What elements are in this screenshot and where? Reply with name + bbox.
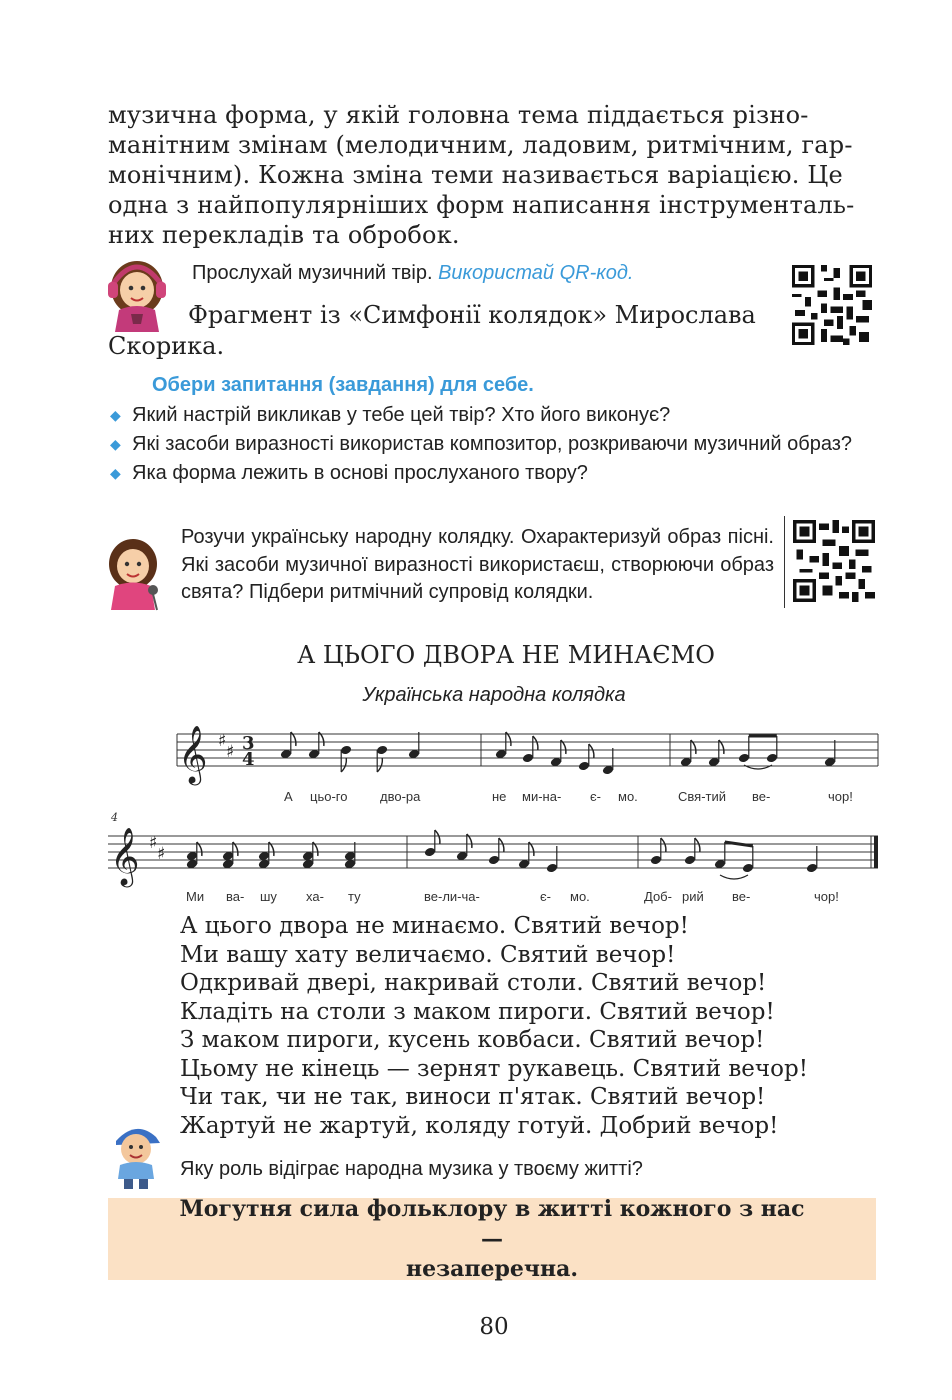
note-head [714,842,726,869]
syllable: А [284,789,293,804]
syllable: ту [348,889,361,904]
syllable: ха- [306,889,324,904]
syllables-row-2 [186,889,839,904]
lyric-line: Ми вашу хату величаємо. Святий вечор! [180,941,676,968]
intro-line: манітним змінам (мелодичним, ладовим, ритмічним, гар- [108,131,853,159]
syllables-row-1 [284,789,853,804]
question-text: Які засоби виразності використав композитор, розкриваючи музичний образ? [132,433,853,455]
syllable: ва- [226,889,245,904]
syllable: ве- [732,889,751,904]
song-subtitle: Українська народна колядка [362,684,626,706]
banner-line: незаперечна. [406,1256,578,1282]
note-head [550,740,566,767]
lyric-line: Одкривай двері, накривай столи. Святий вечор! [180,970,767,996]
questions-title: Обери запитання (завдання) для себе. [152,374,534,396]
syllable: мо. [618,789,638,804]
learn-instruction: Розучи українську народну колядку. Охарактеризуй образ пісні. Які засоби музичної виразності використаєш, створюючи образ свята? Підбери ритмічний супровід колядки. [181,526,774,603]
intro-line: музична форма, у якій головна тема піддається різно- [108,101,809,129]
note-head [280,732,296,759]
syllable: чор! [814,889,839,904]
page-number: 80 [479,1314,509,1340]
diamond-bullet-icon: ◆ [110,465,121,481]
syllable: Ми [186,889,205,904]
list-item [108,402,878,429]
sharp-icon: ♯ [157,844,166,864]
syllable: рий [682,889,704,904]
syllable: шу [260,889,277,904]
qr-code-icon[interactable] [792,265,872,345]
question-text: Яка форма лежить в основі прослуханого твору? [132,462,588,484]
lyric-line: Жартуй не жартуй, коляду готуй. Добрий вечор! [180,1112,779,1139]
diamond-bullet-icon: ◆ [110,407,121,423]
beam [725,842,753,846]
note-head [602,748,614,775]
intro-line: монічним). Кожна зміна теми називається варіацією. Це [108,161,843,189]
sharp-icon: ♯ [149,833,158,853]
intro-line: них перекладів та обробок. [108,221,460,249]
listening-fragment: Фрагмент із «Симфонії колядок» Мирослава Скорика. [108,301,756,360]
note-head [518,842,534,869]
lyric-line: Кладіть на столи з маком пироги. Святий вечор! [180,998,775,1025]
treble-clef-icon: 𝄞 [110,827,140,885]
notes-row-2 [186,830,818,879]
intro-line: одна з найпопулярніших форм написання інструменталь- [108,191,855,219]
time-signature-bottom: 4 [242,749,255,770]
qr-code-icon[interactable] [793,520,875,602]
intro-paragraph [108,100,878,250]
syllable: мо. [570,889,590,904]
banner-line: Могутня сила фольклору в житті кожного з нас — [179,1196,805,1252]
lyric-line: З маком пироги, кусень ковбаси. Святий вечор! [180,1027,765,1053]
lyrics-block [180,912,808,1140]
lyric-line: А цього двора не минаємо. Святий вечор! [180,913,689,939]
notes-row-1 [280,732,836,775]
lyric-line: Цьому не кінець — зернят рукавець. Святий вечор! [180,1055,808,1082]
banner-text [172,1194,812,1284]
boy-cap-illustration [108,1117,164,1191]
girl-microphone-illustration [103,534,165,614]
syllable: чор! [828,789,853,804]
syllable: ве-ли-ча- [424,889,480,904]
syllable: дво-ра [380,789,421,804]
music-score [100,705,890,905]
syllable: ми-на- [522,789,562,804]
divider [784,516,785,608]
conclusion-banner [108,1198,876,1280]
note-head [708,740,724,767]
sharp-icon: ♯ [218,731,227,751]
question-text: Який настрій викликав у тебе цей твір? Хто його виконує? [132,404,671,426]
note-head [408,732,420,759]
treble-clef-icon: 𝄞 [178,725,208,783]
note-head [308,732,324,759]
syllable: ве- [752,789,771,804]
syllable: є- [540,889,551,904]
syllable: не [492,789,507,804]
sharp-icon: ♯ [226,742,235,762]
final-question: Яку роль відіграє народна музика у твоєму житті? [180,1158,643,1180]
note-head [680,740,696,767]
time-signature-top: 3 [242,733,255,754]
diamond-bullet-icon: ◆ [110,436,121,452]
measure-number: 4 [111,811,118,824]
lyric-line: Чи так, чи не так, виноси п'ятак. Святий вечор! [180,1084,766,1110]
listen-instruction-text: Прослухай музичний твір. [192,262,433,284]
note-head [495,732,511,759]
note-head [824,740,836,767]
qr-hint: Використай QR-код. [438,262,634,284]
slur [720,875,748,879]
listen-instruction [192,262,633,285]
syllable: Свя-тий [678,789,726,804]
song-title: А ЦЬОГО ДВОРА НЕ МИНАЄМО [297,641,715,669]
syllable: цьо-го [310,789,348,804]
syllable: Доб- [644,889,672,904]
list-item [108,460,878,487]
list-item [108,431,878,458]
syllable: є- [590,789,601,804]
note-head [456,834,472,861]
questions-list [108,402,878,489]
